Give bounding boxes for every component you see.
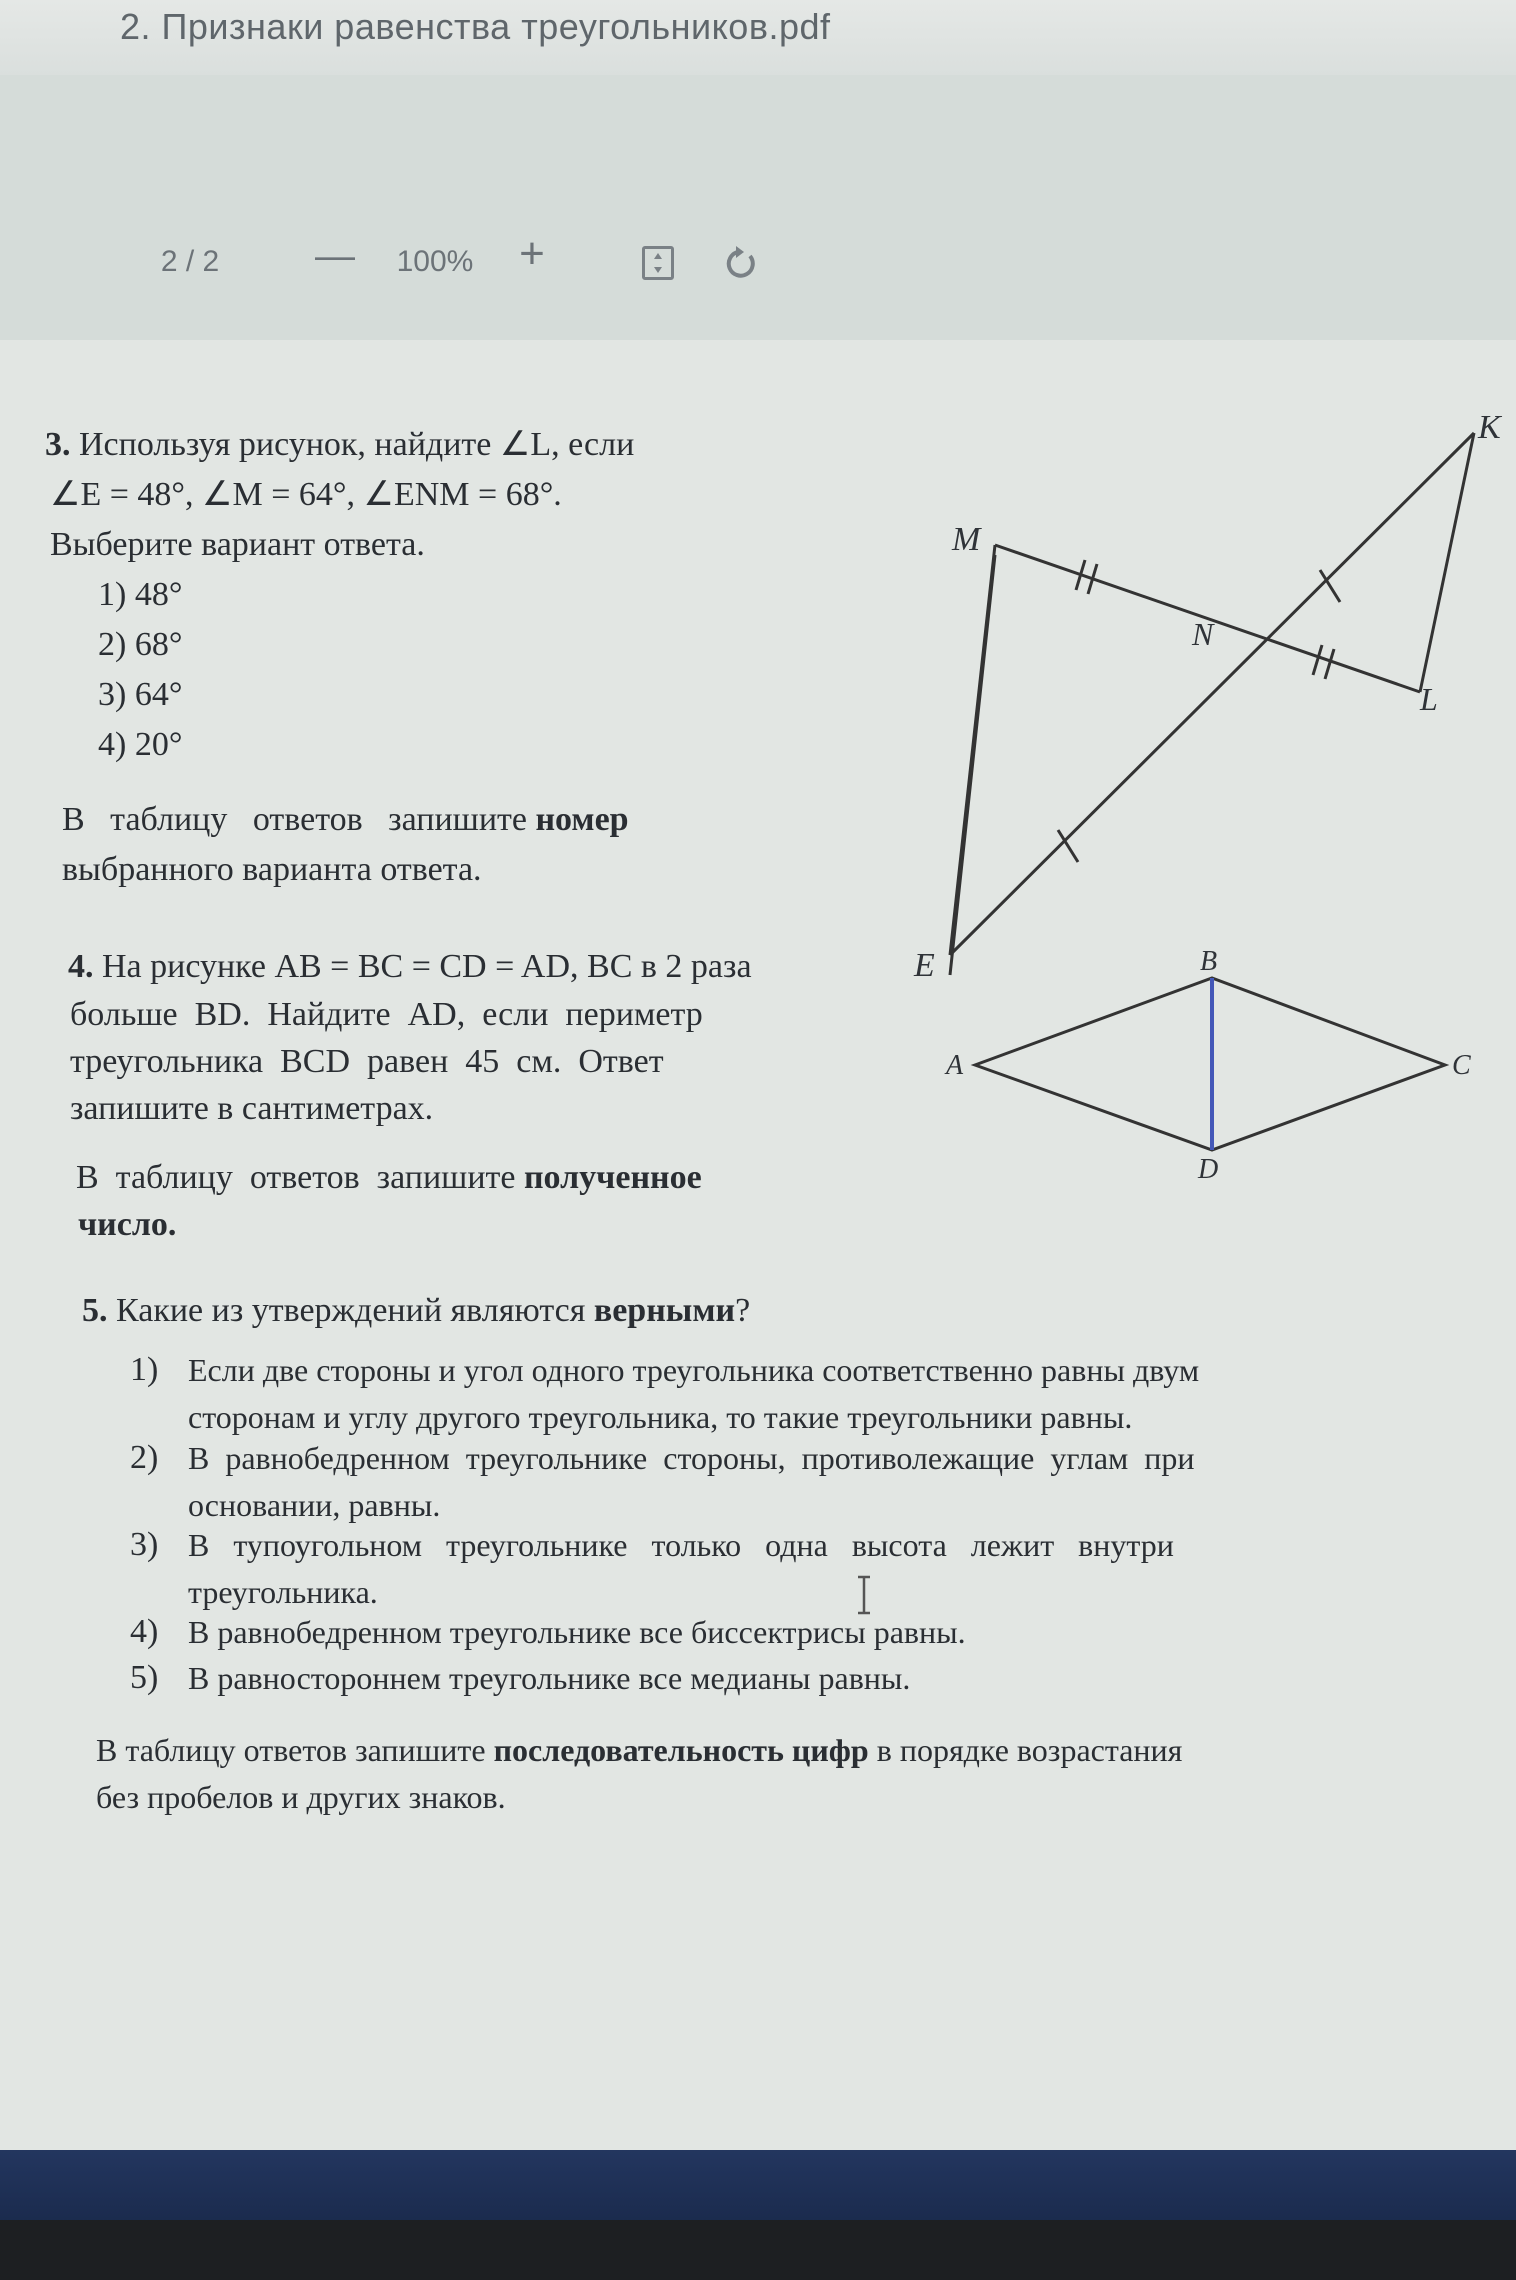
statement-2-line2: основании, равны. (188, 1487, 441, 1523)
statement-1-line2: сторонам и углу другого треугольника, то такие треугольники равны. (188, 1399, 1133, 1435)
task4-line2: больше BD. Найдите AD, если периметр (70, 996, 703, 1033)
task5-answer-text1: В таблицу ответов запишите (96, 1732, 486, 1768)
label-N: N (1192, 616, 1214, 652)
task4-answer-line2: число. (78, 1206, 177, 1243)
line-KL (1420, 433, 1474, 692)
task4-number: 4. (68, 948, 94, 985)
statement-3-line1: В тупоугольном треугольнике только одна высота лежит внутри (188, 1527, 1174, 1563)
task3-answer-line2: выбранного варианта ответа. (62, 851, 482, 888)
task3-answer-bold: номер (535, 801, 629, 838)
statement-2-number: 2) (130, 1439, 159, 1476)
label-A: A (946, 1050, 964, 1081)
task3-given: ∠E = 48°, ∠M = 64°, ∠ENM = 68°. (50, 476, 562, 513)
task3-line1 (45, 420, 865, 470)
statement-3-line2: треугольника. (188, 1574, 378, 1610)
fit-page-icon[interactable] (642, 246, 674, 280)
task4-line4: запишите в сантиметрах. (70, 1090, 434, 1127)
task3-prompt: Выберите вариант ответа. (50, 526, 425, 563)
task5-question (82, 1286, 750, 1336)
task3-option-2: 2) 68° (98, 626, 183, 663)
task4-answer-line1 (76, 1153, 702, 1203)
label-E: E (914, 947, 935, 984)
task3-question: Используя рисунок, найдите ∠L, если (79, 426, 635, 463)
task3-option-4: 4) 20° (98, 726, 183, 763)
line-EK (950, 433, 1474, 955)
zoom-level[interactable]: 100% (396, 245, 474, 278)
task5-question-bold: верными (593, 1292, 736, 1329)
task5-question-text: Какие из утверждений являются (116, 1292, 586, 1329)
statement-5-number: 5) (130, 1659, 159, 1696)
label-L: L (1420, 681, 1438, 717)
zoom-out-button[interactable]: — (315, 234, 355, 278)
task5-answer-bold: последовательность цифр (493, 1732, 869, 1768)
text-cursor-icon (855, 1575, 873, 1615)
page-counter[interactable]: 2 / 2 (160, 245, 220, 278)
label-M: M (952, 521, 981, 558)
statement-3-number: 3) (130, 1526, 159, 1563)
task4-diagram (930, 930, 1490, 1185)
task5-number: 5. (82, 1292, 108, 1329)
task3-option-1: 1) 48° (98, 576, 183, 613)
viewer-title-bar (0, 0, 1516, 76)
task4-line3: треугольника BCD равен 45 см. Ответ (70, 1043, 664, 1080)
zoom-in-button[interactable]: + (519, 229, 545, 278)
task4-text1: На рисунке AB = BC = CD = AD, BC в 2 раза (102, 948, 752, 985)
task5-answer-line1 (96, 1725, 1182, 1775)
task5-answer-line2: без пробелов и других знаков. (96, 1779, 506, 1815)
task4-line1 (68, 942, 752, 992)
task5-question-end: ? (735, 1292, 751, 1329)
taskbar-lower (0, 2220, 1516, 2280)
tick-NL-1 (1313, 645, 1322, 675)
statement-4-number: 4) (130, 1613, 159, 1650)
label-D: D (1198, 1154, 1219, 1185)
task3-diagram (880, 400, 1516, 984)
line-ME (950, 545, 995, 955)
statement-1-line1: Если две стороны и угол одного треугольника соответственно равны двум (188, 1352, 1200, 1388)
statement-1-number: 1) (130, 1351, 159, 1388)
label-K: K (1478, 409, 1501, 446)
task3-number: 3. (45, 426, 71, 463)
task5-answer-text2: в порядке возрастания (876, 1732, 1183, 1768)
task4-answer-bold: полученное (523, 1159, 702, 1196)
file-title: 2. Признаки равенства треугольников.pdf (120, 6, 831, 47)
task3-diagram-lines (950, 433, 1474, 975)
task3-answer-line1 (62, 795, 629, 845)
label-C: C (1452, 1050, 1471, 1081)
pdf-toolbar (120, 229, 820, 302)
label-B: B (1200, 946, 1218, 977)
rotate-icon[interactable] (720, 244, 760, 284)
pdf-page (0, 340, 1516, 2150)
tick-NL-2 (1325, 649, 1334, 679)
statement-4-line1: В равнобедренном треугольнике все биссектрисы равны. (188, 1614, 966, 1650)
task3-option-3: 3) 64° (98, 676, 183, 713)
task4-answer-text: В таблицу ответов запишите (76, 1159, 516, 1196)
task3-answer-text: В таблицу ответов запишите (62, 801, 527, 838)
statement-5-line1: В равностороннем треугольнике все медианы равны. (188, 1660, 911, 1696)
statement-2-line1: В равнобедренном треугольнике стороны, противолежащие углам при (188, 1440, 1195, 1476)
